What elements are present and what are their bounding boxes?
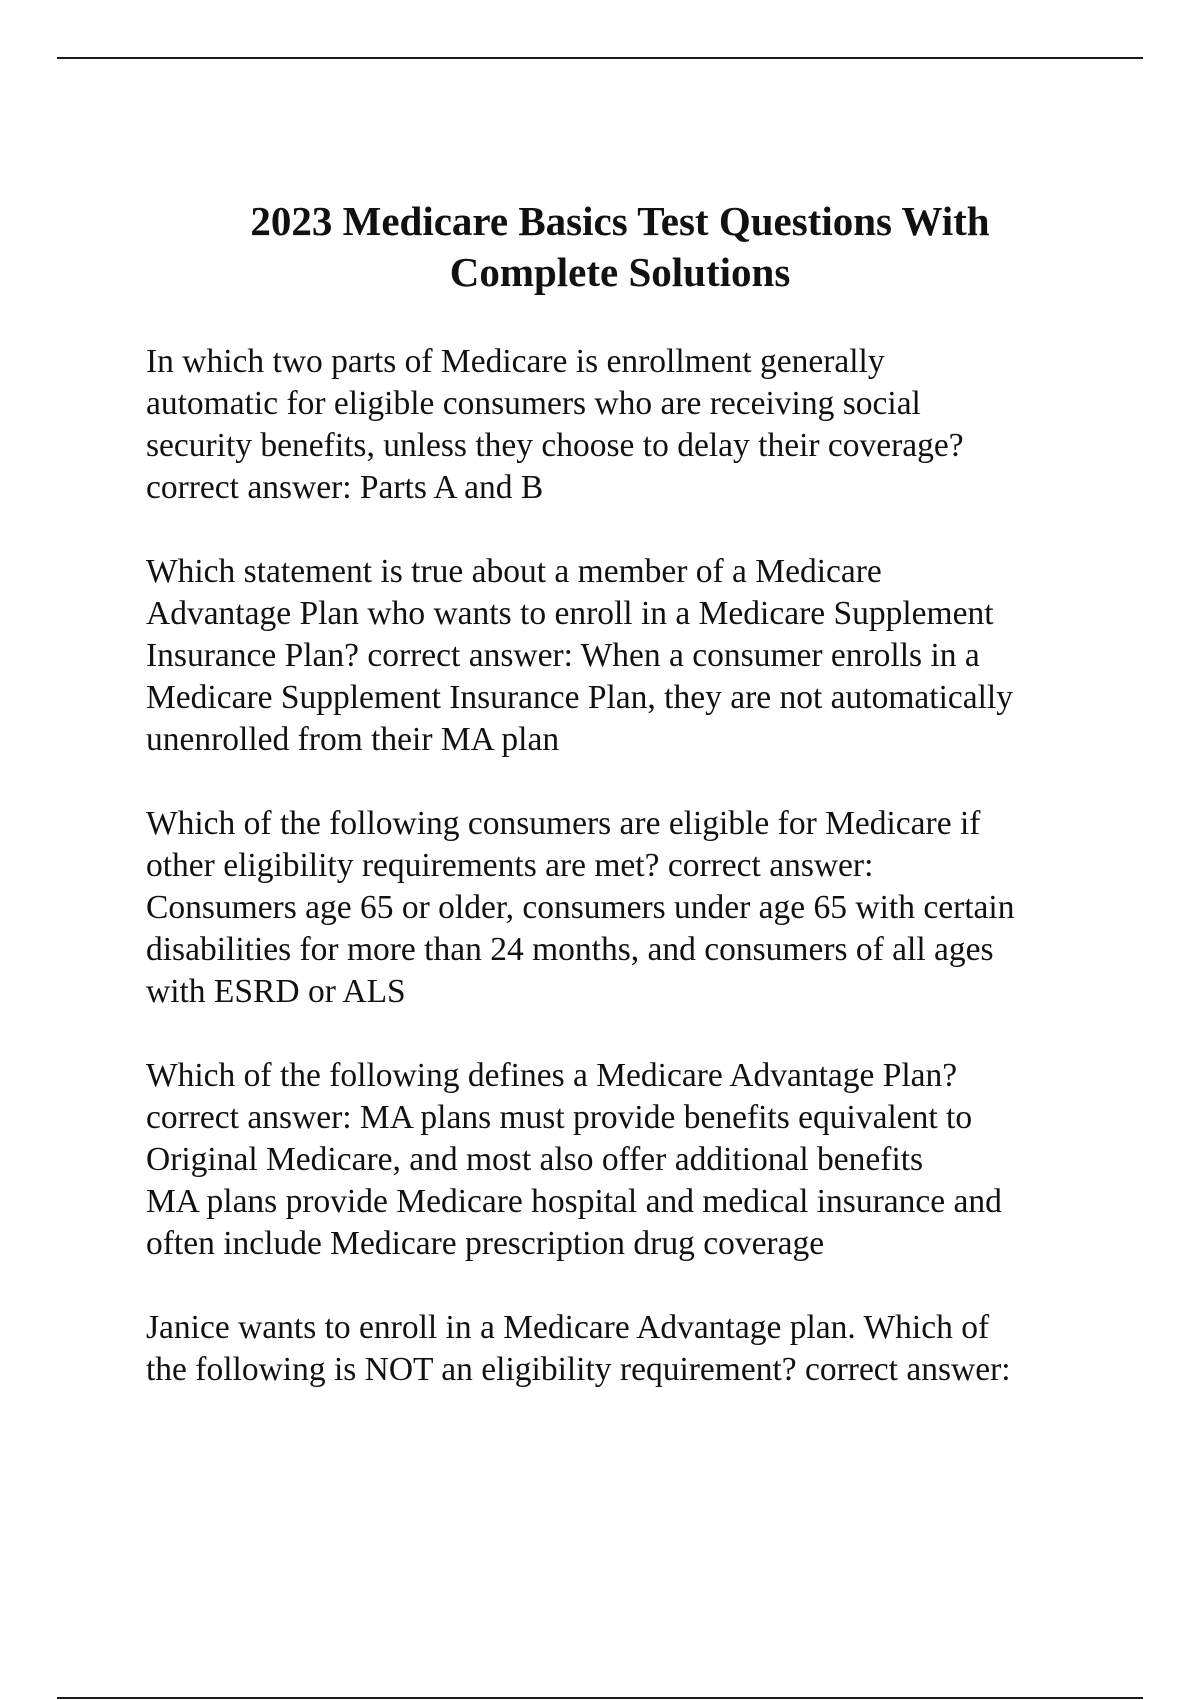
question-item-5 xyxy=(146,1307,1146,1391)
question-line: Janice wants to enroll in a Medicare Advantage plan. Which of xyxy=(146,1309,990,1346)
question-line: Which statement is true about a member of a Medicare xyxy=(146,553,882,590)
question-line: Insurance Plan? correct answer: When a consumer enrolls in a xyxy=(146,637,980,674)
answer-line: disabilities for more than 24 months, and consumers of all ages xyxy=(146,931,994,968)
document-title xyxy=(140,196,1100,298)
question-line: Advantage Plan who wants to enroll in a Medicare Supplement xyxy=(146,595,994,632)
answer-line: MA plans provide Medicare hospital and medical insurance and xyxy=(146,1183,1002,1220)
question-list xyxy=(146,341,1146,1433)
question-line: other eligibility requirements are met? correct answer: xyxy=(146,847,874,884)
question-item-3 xyxy=(146,803,1146,1013)
question-line: In which two parts of Medicare is enrollment generally xyxy=(146,343,885,380)
answer-line: with ESRD or ALS xyxy=(146,973,406,1010)
question-line: security benefits, unless they choose to delay their coverage? xyxy=(146,427,964,464)
answer-line: Medicare Supplement Insurance Plan, they are not automatically xyxy=(146,679,1013,716)
question-line: the following is NOT an eligibility requirement? correct answer: xyxy=(146,1351,1011,1388)
question-line: Which of the following defines a Medicare Advantage Plan? xyxy=(146,1057,958,1094)
answer-line: unenrolled from their MA plan xyxy=(146,721,560,758)
question-item-2 xyxy=(146,551,1146,761)
answer-line: Original Medicare, and most also offer additional benefits xyxy=(146,1141,924,1178)
question-line: automatic for eligible consumers who are receiving social xyxy=(146,385,921,422)
top-divider xyxy=(57,57,1143,59)
answer-line: correct answer: Parts A and B xyxy=(146,469,544,506)
title-line: 2023 Medicare Basics Test Questions With xyxy=(250,198,990,244)
answer-line: often include Medicare prescription drug coverage xyxy=(146,1225,825,1262)
question-item-1 xyxy=(146,341,1146,509)
title-line: Complete Solutions xyxy=(449,249,791,295)
question-line: Which of the following consumers are eligible for Medicare if xyxy=(146,805,981,842)
answer-line: correct answer: MA plans must provide benefits equivalent to xyxy=(146,1099,973,1136)
question-item-4 xyxy=(146,1055,1146,1265)
answer-line: Consumers age 65 or older, consumers under age 65 with certain xyxy=(146,889,1015,926)
bottom-divider xyxy=(57,1697,1143,1699)
